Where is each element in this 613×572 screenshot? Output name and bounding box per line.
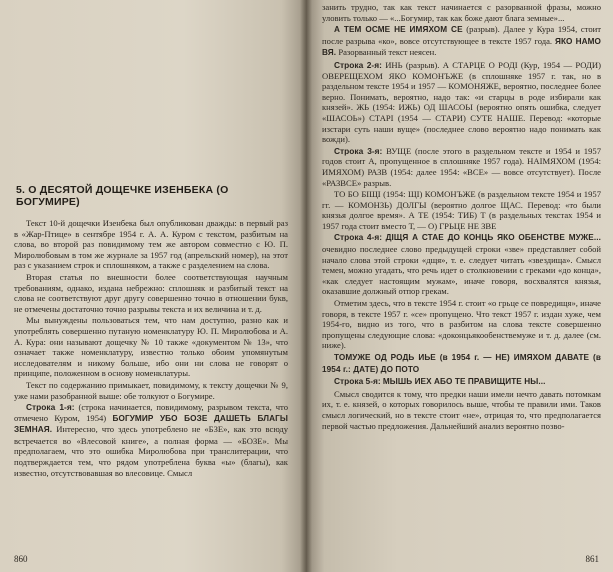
paragraph (322, 24, 601, 59)
paragraph: ТО БО БІЩІ (1954: ЩІ) КОМОНЪЖЕ (в раздельном тексте 1954 и 1957 гг. — КОМОНЗЬ) ДОЛГЫ (вероятно долгое ЩАС. Перевод: «то были князья долгое время». А ТЕ (1954: ТИБ) Т (в раздельных текстах 1954 и 1957 года стоит вместо Т, — О) ГРЬЦЕ НЕ ЗВЕ (322, 189, 601, 231)
paragraph: Смысл сводится к тому, что предки наши имели нечто давать потомкам их, т. е. князей, о которых говорилось выше, чтобы те правили ими. Таков смысл логический, но в тексте стоит «не», отрицая то, что предполагается первой частью предложения. Дальнейший анализ вероятно позво- (322, 388, 601, 431)
line-commentary: ИНЬ (разрыв). А СТАРЦЕ О РОДІ (Кур, 1954 — РОДИ) ОВЕРЕЩЕХОМ ЯКО КОМОНЪЖЕ (в сплошняке 1957 г. так, но в раздельном тексте 1954 и 1957 — КОМОНЯЖЕ, вероятно, последнее более верно. Понимать, вероятно, надо так: «и старцы в роде избирали как князей». ЖЬ (1954: ИЖЬ) ОД ШАСОЬІ (вероятно опять ошибка, следует «ШАСОЬ») СТАРІ (1954 — СТАРИ) СУТЕ НАШЕ. Перевод: «которые изстари суть наши вуще» (последнее слово вероятно надо понимать как вожди). (322, 59, 601, 145)
quoted-text: БОГУМИР УБО БОЗЕ ДАШЕТЬ БЛАГЫ ЗЕМНАЯ. (14, 413, 288, 435)
commentary: (разрыв). Далее у Кура 1954, стоит после разрыва «ко», вовсе отсутствующее в тексте 1957 года. (322, 24, 601, 46)
quoted-text: ТОМУЖЕ ОД РОДЬ ИЬЕ (в 1954 г. — НЕ) ИМЯХОМ ДАВАТЕ (в 1954 г.: ДАТЕ) ДО ПОТО (322, 353, 601, 374)
line-label: Строка 2-я: (334, 59, 382, 70)
quoted-text: ДІЩЯ А СТАЕ ДО КОНЦЬ ЯКО ОБЕНСТВЕ МУЖЕ... (385, 233, 601, 243)
page-number-left: 860 (14, 554, 28, 564)
paragraph: Отметим здесь, что в тексте 1954 г. стоит «о грьце се повредищя», иначе говоря, в тексте 1957 г. «се» пропущено. Что текст 1957 г. издан хуже, чем 1954-го, видно из того, что в разбитом на слова тексте совершенно пропущены следующие слова: «доконцьякообенствемуже и т. д. далее (см. ниже). (322, 298, 601, 351)
chapter-heading: 5. О ДЕСЯТОЙ ДОЩЕЧКЕ ИЗЕНБЕКА (О БОГУМИРЕ) (16, 184, 229, 208)
quoted-text: ЯКО НАМО ВЯ. (322, 36, 602, 58)
paragraph: Вторая статья по внешности более соответствующая научным требованиям, однако, издана небрежно: сплошняк и разбитый текст на слова не соответствуют друг другу совершенно точно в отношении букв, не отмечены достаточно точно разрывы текста и их величина и т. д. (14, 271, 288, 314)
right-page (306, 0, 613, 572)
paragraph: Текст по содержанию примыкает, повидимому, к тексту дощечки № 9, уже нами разобранной выше: обе толкуют о Богумире. (14, 379, 288, 401)
line-commentary: очевидно последнее слово предыдущей строки «зве» представляет собой начало слова этой строки «дщя», т. е. следует читать «звездища». Смысл темен, можно угадать, что речь идет о столкновении с греками «до конца», «как следует настоящим мужам», иначе говоря, восхвалятся князья, оказавшие должный отпор грекам. (322, 244, 601, 297)
line-analysis-3 (322, 146, 601, 188)
paragraph: Текст 10-й дощечки Изенбека был опубликован дважды: в первый раз в «Жар-Птице» в сентябре 1954 г. А. А. Куром с текстом, разбитым на слова, во второй раз повидимому тем же автором совместно с Ю. П. Миролюбовым в том же журнале за 1957 год (апрельский номер), на этот раз с указанием строк и сплошняком, а также с разделением на слова. (14, 218, 288, 271)
commentary: Разорванный текст неясен. (338, 47, 437, 58)
line-analysis-5 (322, 376, 601, 388)
line-label: Строка 4-я: (334, 232, 383, 243)
line-analysis-1 (14, 402, 288, 478)
line-intro: (строка начинается, повидимому, разрывом текста, что отмечено Куром, 1954) (14, 402, 288, 423)
line-label: Строка 3-я: (334, 145, 383, 156)
page-number-right: 861 (585, 554, 599, 564)
quoted-text: МЫШЬ ИЕХ АБО ТЕ ПРАВИЩИТЕ НЫ... (382, 377, 546, 387)
paragraph (322, 352, 601, 375)
line-label: Строка 1-я: (26, 402, 75, 413)
paragraph: Мы вынуждены пользоваться тем, что нам доступно, разно как и употреблять совершенно путаную номенклатуру Ю. П. Миролюбова и А. А. Кура: они называют дощечку № 10 также «документом № 13», что означает также номенклатуру, известно только обоим упомянутым исследователям и никому больше, ибо они ни слова не говорят о принципе, положенном в основу номенклатуры. (14, 315, 288, 379)
line-analysis-2 (322, 60, 601, 145)
line-commentary: Интересно, что здесь употреблено не «БЗЕ», как это всюду встречается во «Влесовой книге», а полная форма — «БОЗЕ». Мы предполагаем, что это ошибка Миролюбова при транслитерации, что подтверждается тем, что рядом употреблена буква «ы» (благы), как известно, отсутствовавшая во влесовице. Смысл (14, 424, 288, 478)
paragraph: занить трудно, так как текст начинается с разорванной фразы, можно уловить только — «...Богумир, так как боже дают блага земные»... (322, 2, 601, 23)
line-commentary: ВУЩЕ (после этого в раздельном тексте и 1954 и 1957 годов стоит А, пропущенное в сплошняке 1957 года). НАІМЯХОМ (1954: ИМЯХОМ) РАЗВ (1954: далее 1954: «ВСЕ» — вовсе отсутствует). После «РАЗВСЕ» разрыв. (322, 145, 601, 188)
line-analysis-4 (322, 232, 601, 297)
book-gutter (300, 0, 312, 572)
quoted-text: А ТЕМ ОСМЕ НЕ ИМЯХОМ СЕ (334, 25, 463, 35)
line-label: Строка 5-я: (334, 376, 381, 387)
left-page (0, 0, 306, 572)
